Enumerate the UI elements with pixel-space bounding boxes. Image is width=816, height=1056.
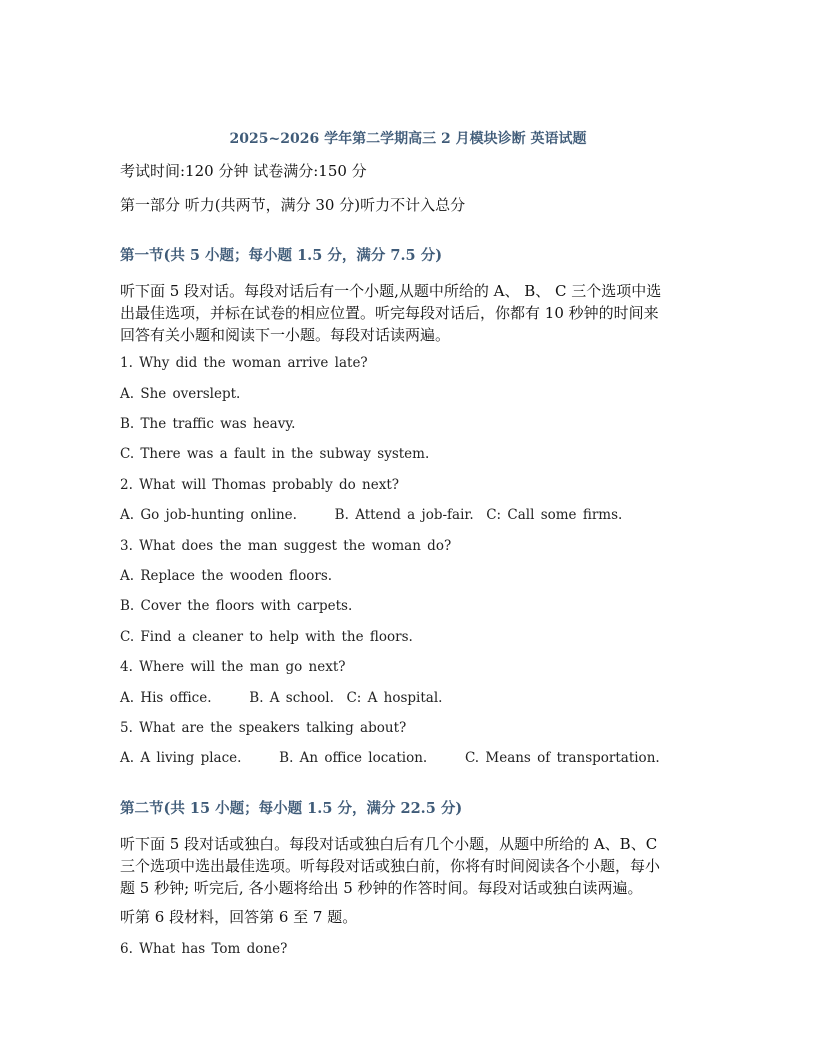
instruction-line: 回答有关小题和阅读下一小题。每段对话读两遍。 (120, 326, 451, 344)
question-1-option-c: C. There was a fault in the subway system. (120, 446, 430, 462)
question-6: 6. What has Tom done? (120, 941, 288, 957)
question-1-option-b: B. The traffic was heavy. (120, 416, 296, 432)
question-4: 4. Where will the man go next? (120, 659, 346, 675)
instruction-line: 三个选项中选出最佳选项。听每段对话或独白前，你将有时间阅读各个小题，每小 (120, 857, 661, 875)
section-one-instructions (120, 280, 700, 346)
instruction-line: 出最佳选项，并标在试卷的相应位置。听完每段对话后，你都有 10 秒钟的时间来 (120, 304, 659, 322)
instruction-line: 听下面 5 段对话或独白。每段对话或独白后有几个小题，从题中所给的 A、B、C (120, 835, 658, 853)
instruction-line: 题 5 秒钟; 听完后, 各小题将给出 5 秒钟的作答时间。每段对话或独白读两遍。 (120, 879, 643, 897)
question-1-option-a: A. She overslept. (120, 386, 241, 402)
exam-info: 考试时间:120 分钟 试卷满分:150 分 (120, 162, 367, 180)
section-two-heading: 第二节(共 15 小题；每小题 1.5 分，满分 22.5 分) (120, 800, 463, 817)
question-5: 5. What are the speakers talking about? (120, 720, 407, 736)
question-2-options: A. Go job-hunting online. B. Attend a job-fair. C: Call some firms. (120, 507, 623, 523)
question-2: 2. What will Thomas probably do next? (120, 477, 400, 493)
question-3-option-a: A. Replace the wooden floors. (120, 568, 333, 584)
question-1: 1. Why did the woman arrive late? (120, 355, 368, 371)
question-3-option-c: C. Find a cleaner to help with the floors. (120, 629, 413, 645)
material-6-note: 听第 6 段材料，回答第 6 至 7 题。 (120, 908, 358, 926)
instruction-line: 听下面 5 段对话。每段对话后有一个小题,从题中所给的 A、 B、 C 三个选项中选 (120, 282, 662, 300)
exam-title: 2025~2026 学年第二学期高三 2 月模块诊断 英语试题 (229, 131, 587, 147)
question-3: 3. What does the man suggest the woman do? (120, 538, 452, 554)
section-two-instructions (120, 833, 700, 899)
question-3-option-b: B. Cover the floors with carpets. (120, 598, 353, 614)
part-one-heading: 第一部分 听力(共两节，满分 30 分)听力不计入总分 (120, 196, 466, 214)
question-4-options: A. His office. B. A school. C: A hospital. (120, 690, 443, 706)
question-5-options: A. A living place. B. An office location. C. Means of transportation. (120, 750, 660, 766)
section-one-heading: 第一节(共 5 小题；每小题 1.5 分，满分 7.5 分) (120, 247, 443, 264)
